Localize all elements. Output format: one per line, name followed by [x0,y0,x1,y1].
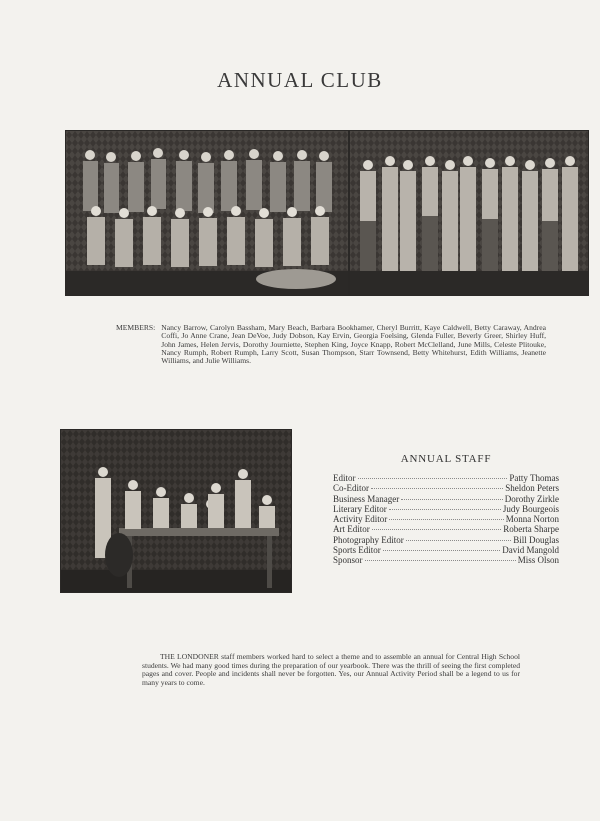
staff-row [333,483,559,493]
leader-dots [358,478,508,479]
staff-role: Sponsor [333,555,363,566]
members-label: MEMBERS: [116,323,156,332]
staff-list [333,473,559,566]
annual-staff-photo [60,429,292,593]
staff-name: Judy Bourgeois [502,503,559,514]
staff-row [333,524,559,534]
staff-row [333,545,559,555]
staff-name: Bill Douglas [513,534,559,545]
members-names: Nancy Barrow, Carolyn Bassham, Mary Beach, Barbara Bookhamer, Cheryl Burritt, Kaye Caldwell, Betty Caraway, Andrea Coffi, Jo Anne Crane, Jean DeVoe, Judy Dobson, Kay Ervin, Georgia Foelsing, Glenda Fuller, Beverly Greer, Shirley Huff, John James, Helen Jervis, Dorothy Journiette, Stephen King, Joyce Knapp, Robert McClelland, June Mills, Celeste Plitouke, Nancy Rumph, Robert Rumph, Larry Scott, Susan Thompson, Starr Townsend, Betty Whitehurst, Edith Williams, Jeanette Williams, and Julie Williams. [161,323,546,366]
page-title: ANNUAL CLUB [217,68,383,92]
leader-dots [406,540,511,541]
staff-role: Co-Editor [333,483,369,494]
closing-paragraph: THE LONDONER staff members worked hard to select a theme and to assemble an annual for Central High School students. We had many good times during the preparation of our yearbook. There was the thrill of seeing the first completed pages and cover. People and incidents shall never be forgotten. Yes, our Annual Activity Period shall be a legend to us for many years to come. [142,652,520,687]
staff-role: Art Editor [333,524,370,535]
staff-row [333,494,559,504]
leader-dots [389,509,501,510]
staff-row [333,514,559,524]
staff-role: Literary Editor [333,503,387,514]
leader-dots [365,560,516,561]
staff-role: Business Manager [333,493,400,504]
staff-name: Sheldon Peters [505,483,559,494]
staff-name: Patty Thomas [509,473,559,483]
staff-role: Photography Editor [333,534,404,545]
staff-row [333,535,559,545]
leader-dots [401,499,503,500]
club-group-photo-left [65,130,349,296]
staff-name: Dorothy Zirkle [504,493,559,504]
club-group-photo-right [349,130,589,296]
staff-name: David Mangold [502,545,559,556]
leader-dots [372,529,502,530]
staff-row [333,555,559,565]
staff-role: Activity Editor [333,514,388,525]
staff-row [333,473,559,483]
leader-dots [383,550,500,551]
staff-row [333,504,559,514]
leader-dots [389,519,504,520]
staff-name: Monna Norton [505,514,559,525]
staff-heading: ANNUAL STAFF [400,453,492,465]
members-list [116,324,546,365]
staff-name: Miss Olson [517,555,559,566]
staff-role: Editor [333,473,356,483]
staff-role: Sports Editor [333,545,381,556]
leader-dots [371,488,503,489]
staff-name: Roberta Sharpe [503,524,559,535]
